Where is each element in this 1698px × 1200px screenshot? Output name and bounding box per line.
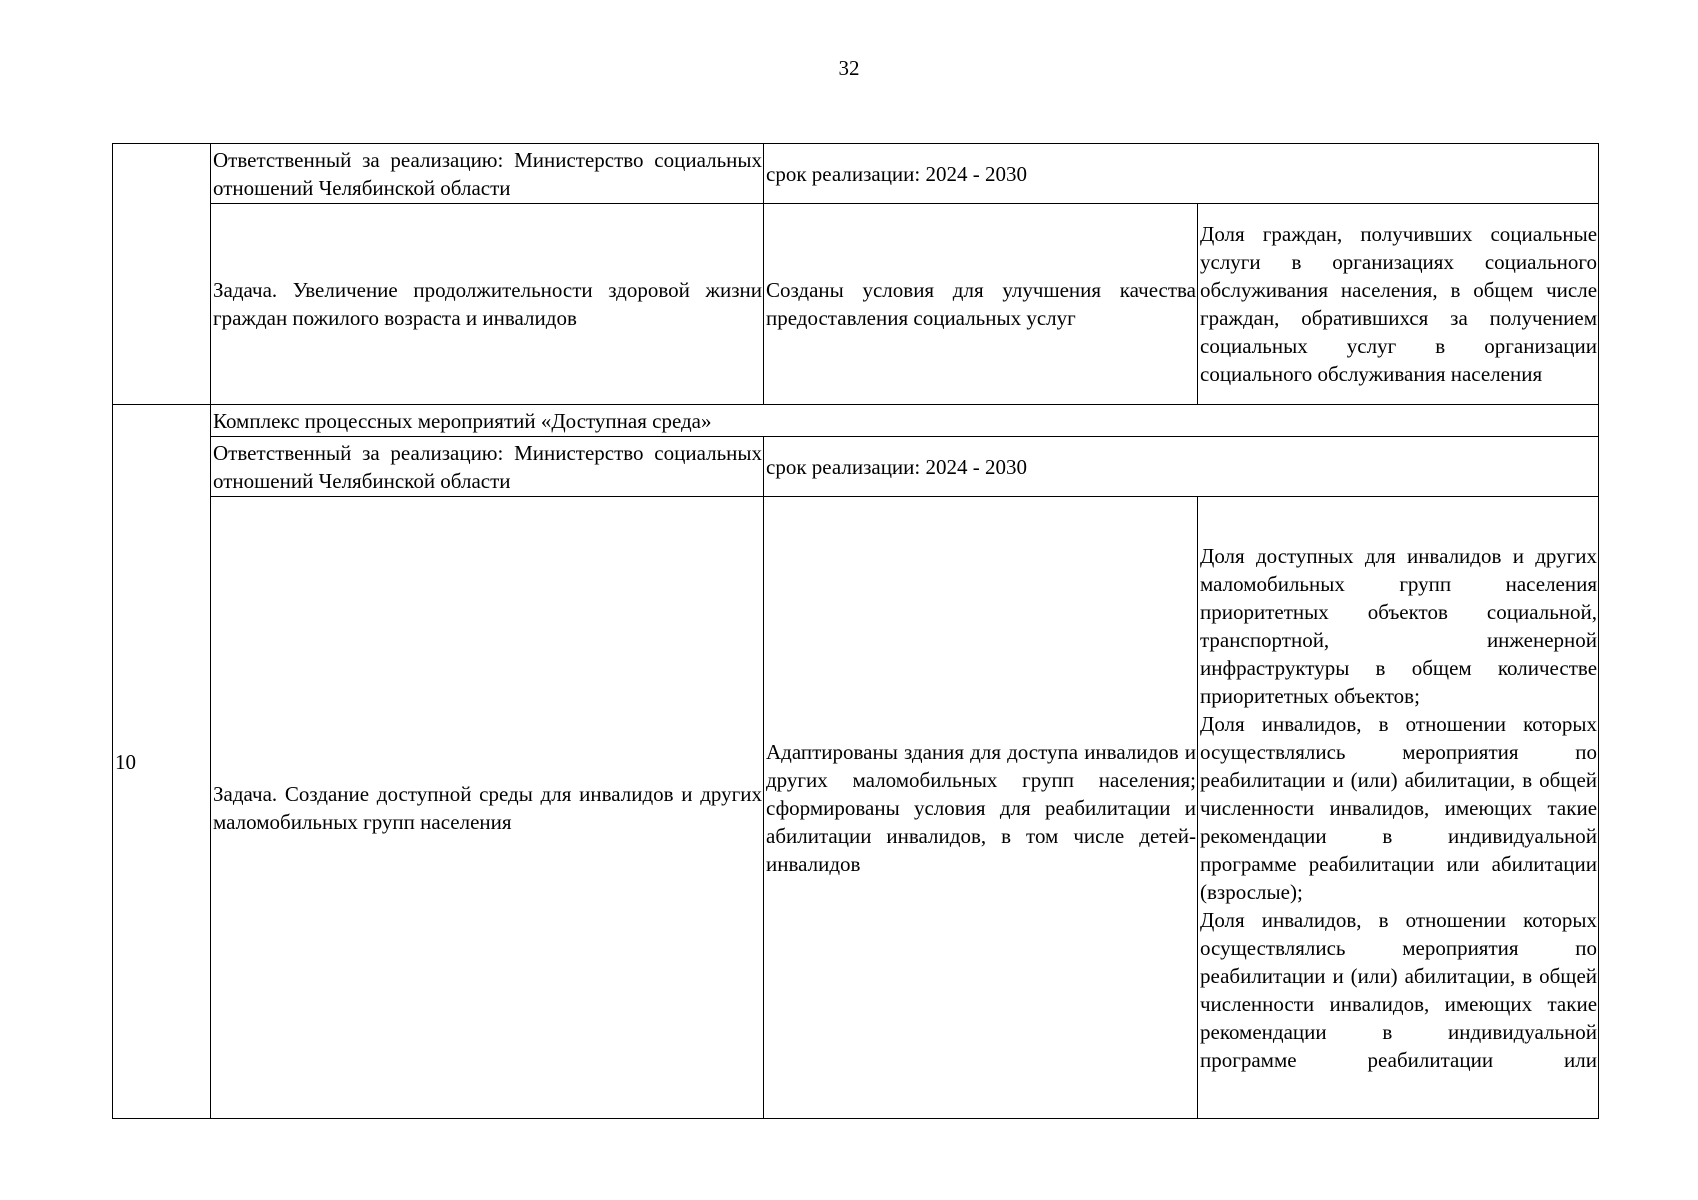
responsible-text: Ответственный за реализацию: Министерство социальных отношений Челябинской области: [213, 440, 762, 493]
complex-title: Комплекс процессных мероприятий «Доступная среда»: [213, 408, 712, 433]
result-text: Адаптированы здания для доступа инвалидов и других маломобильных групп населения; сформированы условия для реабилитации и абилитации инвалидов, в том числе детей-инвалидов: [766, 739, 1196, 876]
responsible-cell: [211, 437, 764, 497]
term-cell: [764, 144, 1599, 204]
task-text: Задача. Создание доступной среды для инвалидов и других маломобильных групп населения: [213, 781, 762, 834]
indicator-cell: [1198, 204, 1599, 405]
term-text: срок реализации: 2024 - 2030: [766, 454, 1027, 479]
result-cell: [764, 497, 1198, 1119]
term-cell: [764, 437, 1599, 497]
task-cell: [211, 497, 764, 1119]
row-number-cell: [113, 405, 211, 1119]
program-table: [112, 143, 1599, 1119]
term-text: срок реализации: 2024 - 2030: [766, 161, 1027, 186]
page-number: 32: [838, 56, 860, 80]
row-number: 10: [115, 749, 136, 774]
indicator-cell: [1198, 497, 1599, 1119]
responsible-text: Ответственный за реализацию: Министерство социальных отношений Челябинской области: [213, 147, 762, 200]
task-text: Задача. Увеличение продолжительности здоровой жизни граждан пожилого возраста и инвалидов: [213, 278, 762, 330]
indicator-text-b: Доля инвалидов, в отношении которых осуществлялись мероприятия по реабилитации и (или) абилитации, в общей численности инвалидов, имеющих такие рекомендации в индивидуальной программе реабилитации или абилитации (взрослые);: [1200, 711, 1598, 904]
table-row: [113, 405, 1599, 437]
result-cell: [764, 204, 1198, 405]
table-row: [113, 204, 1599, 405]
indicator-text-c: Доля инвалидов, в отношении которых осуществлялись мероприятия по реабилитации и (или) абилитации, в общей численности инвалидов, имеющих такие рекомендации в индивидуальной программе реабилитации или: [1200, 907, 1598, 1072]
table-row: [113, 144, 1599, 204]
row-number-cell-empty: [113, 144, 211, 405]
indicator-text-a: Доля доступных для инвалидов и других маломобильных групп населения приоритетных объектов социальной, транспортной, инженерной инфраструктуры в общем количестве приоритетных объектов;: [1200, 543, 1598, 708]
table-row: [113, 497, 1599, 1119]
indicator-text: Доля граждан, получивших социальные услуги в организациях социального обслуживания населения, в общем числе граждан, обратившихся за получением социальных услуг в организации социального обслуживания населения: [1200, 222, 1598, 386]
task-cell: [211, 204, 764, 405]
complex-title-cell: [211, 405, 1599, 437]
responsible-cell: [211, 144, 764, 204]
table-row: [113, 437, 1599, 497]
result-text: Созданы условия для улучшения качества предоставления социальных услуг: [766, 278, 1196, 330]
